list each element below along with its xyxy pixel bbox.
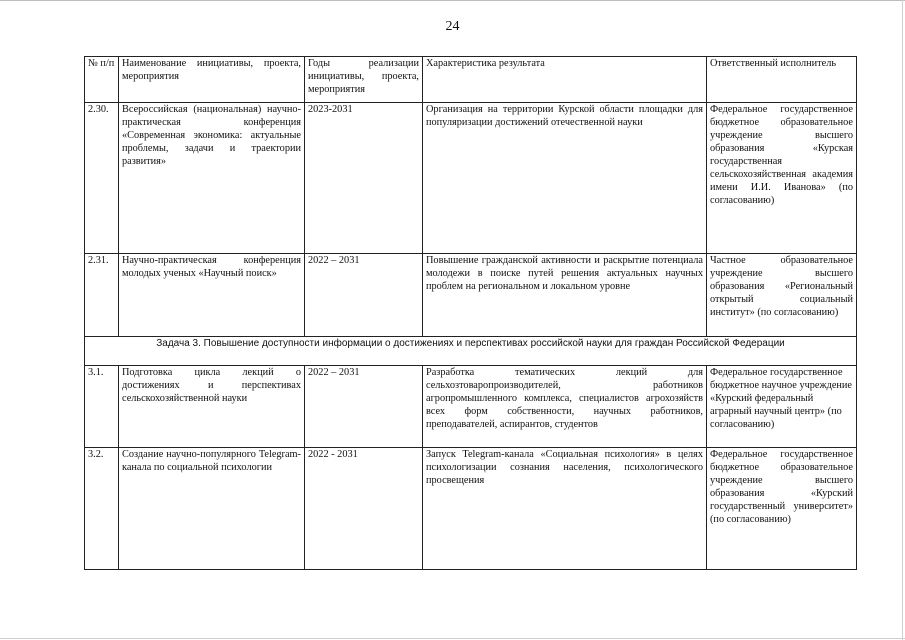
row-result: Запуск Telegram-канала «Социальная психология» в целях психологизации сознания населения, психологического просвещения: [423, 448, 707, 570]
page-bottom-edge: [0, 638, 905, 639]
row-name: Научно-практическая конференция молодых ученых «Научный поиск»: [119, 254, 305, 337]
table-row: [85, 448, 857, 570]
row-name: Всероссийская (национальная) научно-практическая конференция «Современная экономика: актуальные проблемы, задачи и траектории развития»: [119, 103, 305, 254]
row-num: 2.31.: [85, 254, 119, 337]
row-result: Разработка тематических лекций для сельхозтоваропроизводителей, работников агропромышленного комплекса, специалистов агрохозяйств всех форм собственности, научных работников, преподавателей, аспирантов, студентов: [423, 366, 707, 448]
row-years: 2023-2031: [305, 103, 423, 254]
row-name: Создание научно-популярного Telegram-канала по социальной психологии: [119, 448, 305, 570]
row-responsible: Федеральное государственное бюджетное образовательное учреждение высшего образования «Курский государственный университет» (по согласованию): [707, 448, 857, 570]
header-result: Характеристика результата: [423, 57, 707, 103]
header-responsible: Ответственный исполнитель: [707, 57, 857, 103]
header-name: Наименование инициативы, проекта, мероприятия: [119, 57, 305, 103]
header-num: № п/п: [85, 57, 119, 103]
row-years: 2022 – 2031: [305, 366, 423, 448]
table-row: [85, 103, 857, 254]
table-row: [85, 254, 857, 337]
page-number: 24: [445, 19, 460, 34]
row-responsible: Частное образовательное учреждение высшего образования «Региональный открытый социальный институт» (по согласованию): [707, 254, 857, 337]
page-right-edge: [902, 0, 903, 640]
header-years: Годы реализации инициативы, проекта, мероприятия: [305, 57, 423, 103]
row-years: 2022 - 2031: [305, 448, 423, 570]
row-result: Повышение гражданской активности и раскрытие потенциала молодежи в поиске путей решения актуальных научных проблем на региональном и локальном уровне: [423, 254, 707, 337]
row-years: 2022 – 2031: [305, 254, 423, 337]
row-responsible: Федеральное государственное бюджетное образовательное учреждение высшего образования «Курская государственная сельскохозяйственная академия имени И.И. Иванова» (по согласованию): [707, 103, 857, 254]
row-num: 3.1.: [85, 366, 119, 448]
measures-table: [84, 56, 857, 570]
table-row: [85, 366, 857, 448]
row-responsible: Федеральное государственное бюджетное научное учреждение «Курский федеральный аграрный научный центр» (по согласованию): [707, 366, 857, 448]
row-num: 3.2.: [85, 448, 119, 570]
row-name: Подготовка цикла лекций о достижениях и перспективах сельскохозяйственной науки: [119, 366, 305, 448]
task-heading-row: [85, 337, 857, 366]
row-result: Организация на территории Курской области площадки для популяризации достижений отечественной науки: [423, 103, 707, 254]
table-header-row: [85, 57, 857, 103]
row-num: 2.30.: [85, 103, 119, 254]
task-3-heading: Задача 3. Повышение доступности информации о достижениях и перспективах российской науки для граждан Российской Федерации: [85, 337, 857, 366]
page-top-edge: [0, 0, 905, 1]
